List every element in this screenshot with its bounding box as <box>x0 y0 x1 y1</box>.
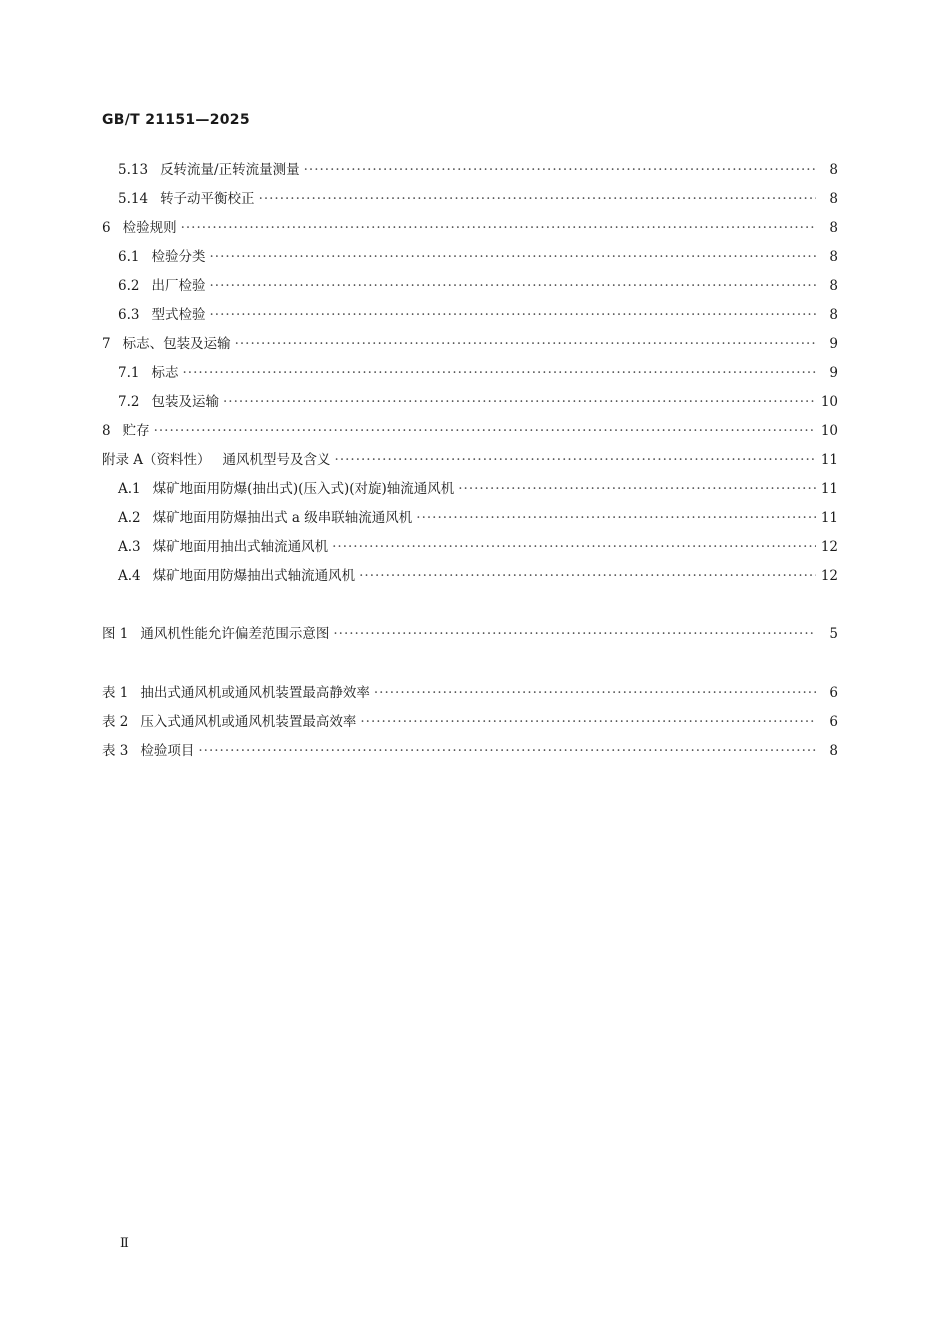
toc-leader-dots <box>335 452 816 468</box>
toc-entry-title: 标志、包装及运输 <box>122 336 231 352</box>
toc-entry-title: 煤矿地面用防爆抽出式轴流通风机 <box>152 568 356 584</box>
toc-entry-title: 出厂检验 <box>151 278 206 294</box>
toc-entry-page: 9 <box>829 336 838 352</box>
toc-entry[interactable] <box>118 187 838 207</box>
toc-entry[interactable] <box>102 419 838 439</box>
toc-entry-number: 6.3 <box>118 307 140 323</box>
toc-leader-dots <box>374 685 816 701</box>
toc-entry[interactable] <box>102 216 838 236</box>
toc-entry-page: 6 <box>829 685 838 701</box>
toc-entry-page: 8 <box>829 278 838 294</box>
toc-entry-page: 8 <box>829 220 838 236</box>
toc-entry[interactable] <box>118 535 838 555</box>
toc-entry-page: 11 <box>820 452 838 468</box>
toc-entry-number: 7 <box>102 336 111 352</box>
toc-entry[interactable] <box>118 390 838 410</box>
toc-leader-dots <box>182 365 816 381</box>
toc-entry[interactable] <box>102 448 838 468</box>
toc-entry[interactable] <box>118 303 838 323</box>
toc-entry-page: 12 <box>820 539 838 555</box>
toc-entry-page: 8 <box>829 249 838 265</box>
toc-entry-title: 包装及运输 <box>151 394 219 410</box>
toc-entry-page: 12 <box>820 568 838 584</box>
toc-entry-title: 通风机性能允许偏差范围示意图 <box>140 626 330 642</box>
page-number-footer: Ⅱ <box>120 1236 129 1251</box>
toc-entry-page: 11 <box>820 481 838 497</box>
toc-entry[interactable] <box>118 158 838 178</box>
toc-entry-title: 贮存 <box>122 423 150 439</box>
toc-entry-title: 抽出式通风机或通风机装置最高静效率 <box>140 685 370 701</box>
toc-entry-number: A.2 <box>118 510 141 526</box>
toc-leader-dots <box>458 481 816 497</box>
toc-leader-dots <box>209 249 816 265</box>
toc-entry[interactable] <box>118 506 838 526</box>
toc-entry-number: 6 <box>102 220 111 236</box>
toc-entry-number: 附录 A（资料性） <box>102 452 211 468</box>
toc-entry-number: A.4 <box>118 568 141 584</box>
toc-entry-page: 11 <box>820 510 838 526</box>
toc-entry-page: 5 <box>829 626 838 642</box>
toc-entry-title: 反转流量/正转流量测量 <box>160 162 300 178</box>
toc-leader-dots <box>333 626 816 642</box>
toc-entry-page: 6 <box>829 714 838 730</box>
toc-entry-page: 8 <box>829 743 838 759</box>
toc-entry-page: 9 <box>829 365 838 381</box>
toc-leader-dots <box>360 714 816 730</box>
toc-entry-number: 6.2 <box>118 278 140 294</box>
toc-entry-title: 通风机型号及含义 <box>222 452 331 468</box>
toc-leader-dots <box>359 568 816 584</box>
toc-leader-dots <box>198 743 816 759</box>
toc-entry-page: 8 <box>829 191 838 207</box>
toc-entry-title: 转子动平衡校正 <box>160 191 255 207</box>
toc-entry-number: 表 3 <box>102 743 129 759</box>
toc-entry-title: 检验规则 <box>122 220 177 236</box>
toc-entry-title: 压入式通风机或通风机装置最高效率 <box>140 714 357 730</box>
toc-entry-page: 10 <box>820 423 838 439</box>
toc-leader-dots <box>416 510 816 526</box>
toc-entry[interactable] <box>102 332 838 352</box>
toc-entry[interactable] <box>118 477 838 497</box>
toc-entry[interactable] <box>118 564 838 584</box>
toc-entry-number: A.3 <box>118 539 141 555</box>
toc-leader-dots <box>223 394 816 410</box>
toc-leader-dots <box>259 191 816 207</box>
toc-entry-page: 10 <box>820 394 838 410</box>
toc-entry-page: 8 <box>829 307 838 323</box>
toc-entry-number: 表 2 <box>102 714 129 730</box>
toc-entry-number: 8 <box>102 423 111 439</box>
toc-leader-dots <box>235 336 816 352</box>
toc-entry-title: 煤矿地面用防爆(抽出式)(压入式)(对旋)轴流通风机 <box>152 481 455 497</box>
toc-entry-title: 检验项目 <box>140 743 195 759</box>
toc-entry-table[interactable] <box>102 681 838 701</box>
toc-leader-dots <box>209 278 816 294</box>
toc-entry-title: 检验分类 <box>151 249 206 265</box>
toc-entry-number: 6.1 <box>118 249 140 265</box>
toc-entry-number: 5.13 <box>118 162 149 178</box>
toc-entry-number: 7.2 <box>118 394 140 410</box>
toc-entry-title: 型式检验 <box>151 307 206 323</box>
toc-entry[interactable] <box>118 245 838 265</box>
toc-entry[interactable] <box>118 361 838 381</box>
toc-entry-title: 煤矿地面用防爆抽出式 a 级串联轴流通风机 <box>152 510 413 526</box>
toc-leader-dots <box>332 539 816 555</box>
toc-entry[interactable] <box>118 274 838 294</box>
toc-entry-title: 标志 <box>151 365 179 381</box>
standard-code-header: GB/T 21151—2025 <box>102 112 250 128</box>
toc-leader-dots <box>181 220 816 236</box>
toc-leader-dots <box>304 162 816 178</box>
toc-entry-page: 8 <box>829 162 838 178</box>
toc-entry-number: A.1 <box>118 481 141 497</box>
toc-leader-dots <box>209 307 816 323</box>
toc-leader-dots <box>154 423 816 439</box>
toc-entry-number: 7.1 <box>118 365 140 381</box>
toc-entry-table[interactable] <box>102 710 838 730</box>
toc-entry-table[interactable] <box>102 739 838 759</box>
toc-entry-number: 表 1 <box>102 685 129 701</box>
toc-entry-figure[interactable] <box>102 622 838 642</box>
toc-entry-number: 5.14 <box>118 191 149 207</box>
toc-entry-number: 图 1 <box>102 626 129 642</box>
toc-entry-title: 煤矿地面用抽出式轴流通风机 <box>152 539 329 555</box>
